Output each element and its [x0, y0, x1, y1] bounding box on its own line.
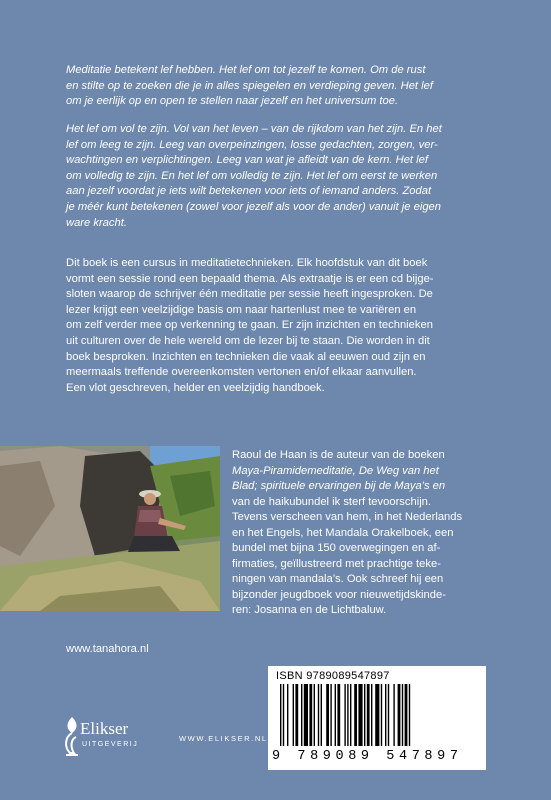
- text-line: lezer krijgt een veelzijdige basis om naar hartenlust mee te variëren en: [66, 303, 417, 316]
- text-line: ningen van mandala’s. Ook schreef hij een: [232, 573, 444, 585]
- text-line: Dit boek is een cursus in meditatietechnieken. Elk hoofdstuk van dit boek: [66, 257, 428, 269]
- text-line: Blad; spirituele ervaringen bij de Maya’s en: [232, 480, 446, 492]
- text-line: firmaties, geïllustreerd met prachtige teke-: [232, 557, 441, 570]
- text-line: lef om leeg te zijn. Leeg van overpeinzingen, losse gedachten, zorgen, ver-: [66, 138, 438, 151]
- text-line: van de haikubundel ik sterf tevoorschijn.: [232, 495, 432, 508]
- text-line: Het lef om vol te zijn. Vol van het leven – van de rijkdom van het zijn. En het: [66, 123, 442, 135]
- barcode-digits: 9 789089 547897: [272, 749, 463, 764]
- text-line: Meditatie betekent lef hebben. Het lef om tot jezelf te komen. Om de rust: [66, 64, 426, 76]
- text-line: om volledig te zijn. En het lef om volledig te zijn. Het lef om eerst te werken: [66, 169, 438, 182]
- text-line: boek besproken. Inzichten en technieken die vaak al eeuwen oud zijn en: [66, 350, 426, 363]
- text-line: Maya-Piramidemeditatie, De Weg van het: [232, 464, 439, 477]
- barcode-bars: [276, 684, 478, 750]
- text-line: ware kracht.: [66, 216, 127, 229]
- publisher-name: Elikser: [80, 719, 129, 738]
- text-line: om je eerlijk op en open te stellen naar jezelf en het universum toe.: [66, 95, 399, 108]
- author-photo: [0, 446, 220, 611]
- text-line: Tevens verscheen van hem, in het Nederlands: [232, 511, 463, 523]
- author-website: www.tanahora.nl: [66, 643, 149, 655]
- text-line: uit culturen over de hele wereld om de lezer bij te staan. Die worden in dit: [66, 334, 430, 347]
- text-line: vormt een sessie rond een bepaald thema. Als extraatje is er een cd bijge-: [66, 272, 434, 285]
- text-line: ren: Josanna en de Lichtbaluw.: [232, 604, 387, 616]
- text-line: en stilte op te zoeken die je in alles spiegelen en verdieping geven. Het lef: [66, 79, 433, 92]
- text-line: en het Engels, het Mandala Orakelboek, een: [232, 526, 454, 539]
- isbn-label: ISBN 9789089547897: [276, 670, 390, 682]
- intro-paragraph-1: [66, 63, 484, 110]
- text-line: je méér kunt betekenen (zowel voor jezelf als voor de ander) vanuit je eigen: [66, 200, 441, 213]
- description-paragraph: [66, 256, 484, 396]
- text-line: aan jezelf voordat je iets wilt betekenen voor iets of iemand anders. Zodat: [66, 185, 432, 198]
- author-bio: [232, 448, 484, 619]
- intro-paragraph-2: [66, 122, 484, 231]
- text-line: bundel met bijna 150 overwegingen en af-: [232, 542, 441, 554]
- publisher-logo: [62, 715, 172, 775]
- barcode: [268, 666, 486, 770]
- elikser-logo-icon: [62, 715, 82, 759]
- text-line: sloten waarop de schrijver één meditatie per sessie heeft ingesproken. De: [66, 288, 433, 301]
- text-line: om zelf verder mee op verkenning te gaan. Er zijn inzichten en technieken: [66, 319, 433, 332]
- text-line: meermaals treffende overeenkomsten vertonen en/of elkaar aanvullen.: [66, 366, 417, 379]
- text-line: Raoul de Haan is de auteur van de boeken: [232, 449, 445, 461]
- text-line: bijzonder jeugdboek voor nieuwetijdskinde-: [232, 588, 446, 601]
- publisher-website: WWW.ELIKSER.NL: [179, 734, 268, 743]
- text-line: wachtingen en verplichtingen. Leeg van wat je afleidt van de kern. Het lef: [66, 154, 428, 167]
- publisher-subtitle: UITGEVERIJ: [82, 741, 139, 748]
- text-line: Een vlot geschreven, helder en veelzijdig handboek.: [66, 381, 325, 394]
